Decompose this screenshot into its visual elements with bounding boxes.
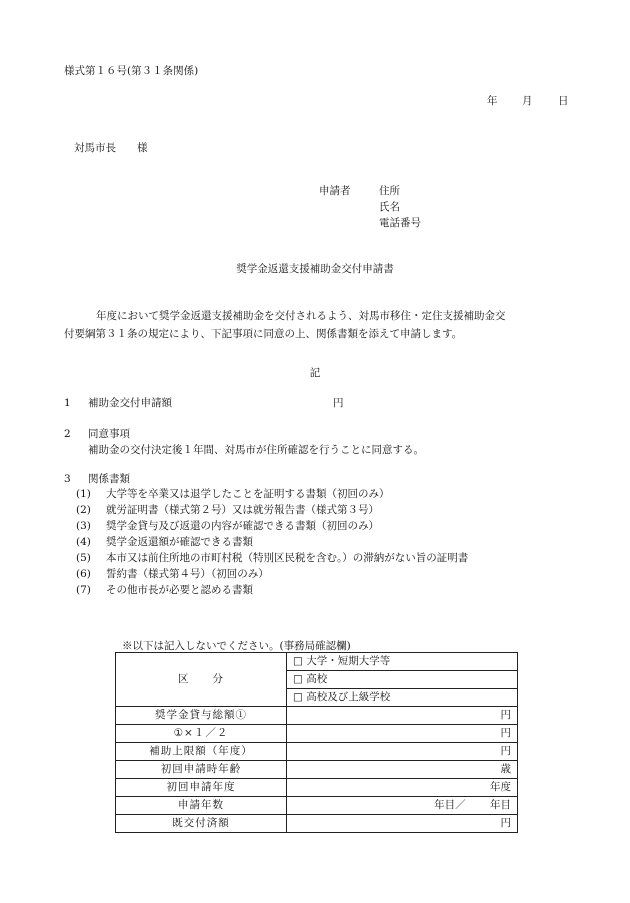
list-item-number: (5) bbox=[76, 552, 91, 564]
section-3-title: 関係書類 bbox=[88, 473, 130, 485]
list-item-number: (2) bbox=[76, 504, 91, 516]
row-label: 奨学金貸与総額① bbox=[116, 707, 287, 725]
table-row bbox=[116, 797, 518, 815]
form-number: 様式第１６号(第３１条関係) bbox=[64, 65, 199, 77]
list-item-text: 誓約書（様式第４号）（初回のみ） bbox=[106, 568, 269, 580]
request-line-2: 付要綱第３１条の規定により、下記事項に同意の上、関係書類を添えて申請します。 bbox=[64, 328, 463, 340]
list-item bbox=[76, 489, 468, 505]
applicant-phone-label: 電話番号 bbox=[379, 217, 421, 229]
list-item bbox=[76, 537, 468, 553]
addressee: 対馬市長 様 bbox=[74, 142, 148, 154]
section-2-text: 補助金の交付決定後１年間、対馬市が住所確認を行うことに同意する。 bbox=[88, 444, 424, 456]
row-value: 円 bbox=[287, 725, 518, 743]
row-value: 円 bbox=[287, 707, 518, 725]
list-item-number: (7) bbox=[76, 584, 91, 596]
list-item bbox=[76, 505, 468, 521]
row-value: 歳 bbox=[287, 761, 518, 779]
document-title: 奨学金返還支援補助金交付申請書 bbox=[236, 263, 394, 275]
table-row bbox=[116, 761, 518, 779]
request-paragraph bbox=[64, 307, 576, 343]
date-month-label: 月 bbox=[522, 95, 533, 107]
section-1-unit: 円 bbox=[333, 397, 344, 409]
list-item-text: 大学等を卒業又は退学したことを証明する書類（初回のみ） bbox=[106, 488, 390, 500]
row-value: 円 bbox=[287, 815, 518, 833]
category-option-high-school: □ 高校 bbox=[287, 671, 518, 689]
table-row bbox=[116, 725, 518, 743]
list-item-number: (1) bbox=[76, 488, 91, 500]
list-item-text: 奨学金貸与及び返還の内容が確認できる書類（初回のみ） bbox=[106, 520, 379, 532]
date-day-label: 日 bbox=[558, 95, 569, 107]
list-item bbox=[76, 585, 468, 601]
category-label: 区 分 bbox=[116, 653, 287, 707]
row-label: 初回申請時年齢 bbox=[116, 761, 287, 779]
table-row bbox=[116, 707, 518, 725]
list-item-number: (4) bbox=[76, 536, 91, 548]
list-item bbox=[76, 553, 468, 569]
row-value: 年目／ 年目 bbox=[287, 797, 518, 815]
date-year-label: 年 bbox=[487, 95, 498, 107]
list-item-number: (6) bbox=[76, 568, 91, 580]
row-label: 初回申請年度 bbox=[116, 779, 287, 797]
applicant-address-label: 住所 bbox=[379, 185, 400, 197]
list-item-number: (3) bbox=[76, 520, 91, 532]
table-row bbox=[116, 743, 518, 761]
table-row bbox=[116, 815, 518, 833]
row-label: 補助上限額（年度） bbox=[116, 743, 287, 761]
table-row bbox=[116, 779, 518, 797]
section-2-title: 同意事項 bbox=[88, 428, 130, 440]
list-item-text: その他市長が必要と認める書類 bbox=[106, 584, 253, 596]
request-line-1: 年度において奨学金返還支援補助金を交付されるよう、対馬市移住・定住支援補助金交 bbox=[96, 310, 506, 322]
ki-heading: 記 bbox=[309, 367, 321, 379]
row-value: 円 bbox=[287, 743, 518, 761]
document-list bbox=[76, 489, 468, 601]
list-item bbox=[76, 569, 468, 585]
section-3-number: 3 bbox=[64, 473, 71, 485]
list-item bbox=[76, 521, 468, 537]
office-use-note: ※以下は記入しないでください。(事務局確認欄) bbox=[122, 640, 351, 652]
applicant-name-label: 氏名 bbox=[379, 201, 400, 213]
list-item-text: 奨学金返還額が確認できる書類 bbox=[106, 536, 253, 548]
section-2-number: 2 bbox=[64, 428, 71, 440]
row-label: 既交付済額 bbox=[116, 815, 287, 833]
section-1-label: 補助金交付申請額 bbox=[88, 397, 172, 409]
section-1-number: 1 bbox=[64, 397, 71, 409]
category-option-high-school-and-higher: □ 高校及び上級学校 bbox=[287, 689, 518, 707]
table-row bbox=[116, 653, 518, 671]
row-label: 申請年数 bbox=[116, 797, 287, 815]
list-item-text: 本市又は前住所地の市町村税（特別区民税を含む。）の滞納がない旨の証明書 bbox=[106, 552, 469, 564]
category-option-university: □ 大学・短期大学等 bbox=[287, 653, 518, 671]
applicant-label: 申請者 bbox=[319, 185, 351, 197]
row-label: ①×１／２ bbox=[116, 725, 287, 743]
list-item-text: 就労証明書（様式第２号）又は就労報告書（様式第３号） bbox=[106, 504, 379, 516]
office-confirmation-table bbox=[115, 652, 518, 833]
row-value: 年度 bbox=[287, 779, 518, 797]
